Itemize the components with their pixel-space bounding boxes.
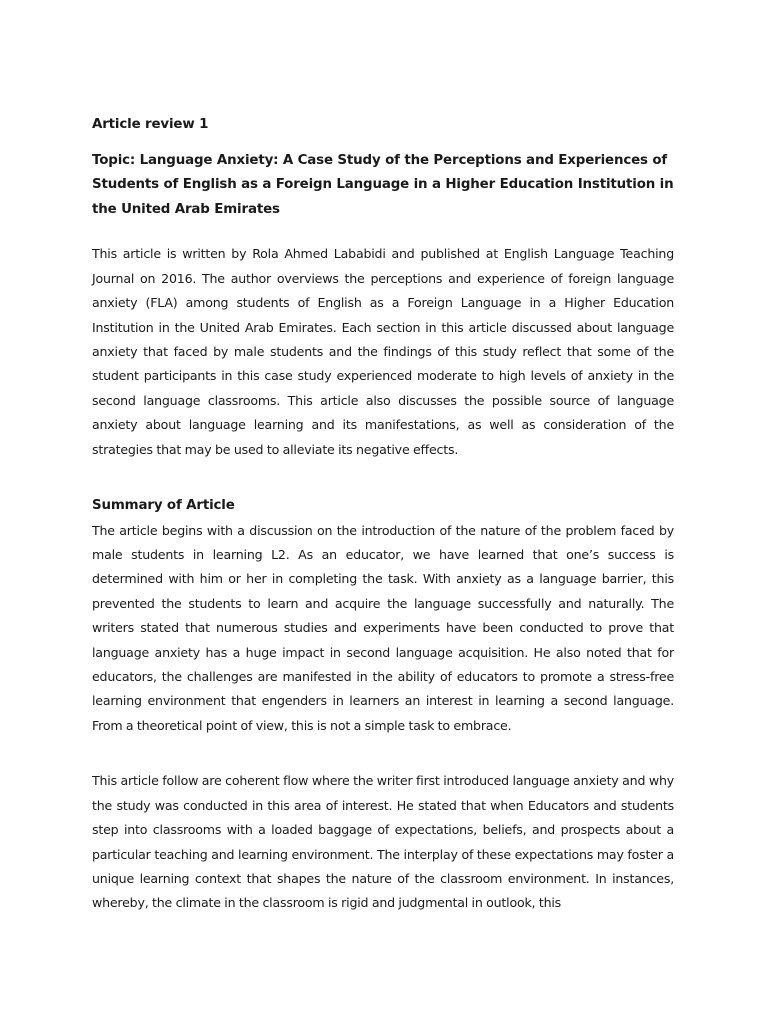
- article-label: Article review 1: [92, 117, 209, 132]
- intro-paragraph: This article is written by Rola Ahmed Lababidi and published at English Language Teaching Journal on 2016. The author overviews the perceptions and experience of foreign language anxiety (FLA) among students of English as a Foreign Language in a Higher Education Institution in the United Arab Emirates. Each section in this article discussed about language anxiety that faced by male students and the findings of this study reflect that some of the student participants in this case study experienced moderate to high levels of anxiety in the second language classrooms. This article also discusses the possible source of language anxiety about language learning and its manifestations, as well as consideration of the strategies that may be used to alleviate its negative effects.: [92, 246, 674, 457]
- article-topic: Topic: Language Anxiety: A Case Study of the Perceptions and Experiences of Students of English as a Foreign Language in a Higher Education Institution in the United Arab Emirates: [92, 152, 674, 217]
- summary-paragraph: The article begins with a discussion on the introduction of the nature of the problem faced by male students in learning L2. As an educator, we have learned that one’s success is determined with him or her in completing the task. With anxiety as a language barrier, this prevented the students to learn and acquire the language successfully and naturally. The writers stated that numerous studies and experiments have been conducted to prove that language anxiety has a huge impact in second language acquisition. He also noted that for educators, the challenges are manifested in the ability of educators to promote a stress-free learning environment that engenders in learners an interest in learning a second language. From a theoretical point of view, this is not a simple task to embrace.: [92, 522, 674, 733]
- document-page: [92, 113, 674, 916]
- flow-paragraph: This article follow are coherent flow where the writer first introduced language anxiety and why the study was conducted in this area of interest. He stated that when Educators and students step into classrooms with a loaded baggage of expectations, beliefs, and prospects about a particular teaching and learning environment. The interplay of these expectations may foster a unique learning context that shapes the nature of the classroom environment. In instances, whereby, the climate in the classroom is rigid and judgmental in outlook, this: [92, 773, 674, 911]
- summary-heading: Summary of Article: [92, 498, 235, 514]
